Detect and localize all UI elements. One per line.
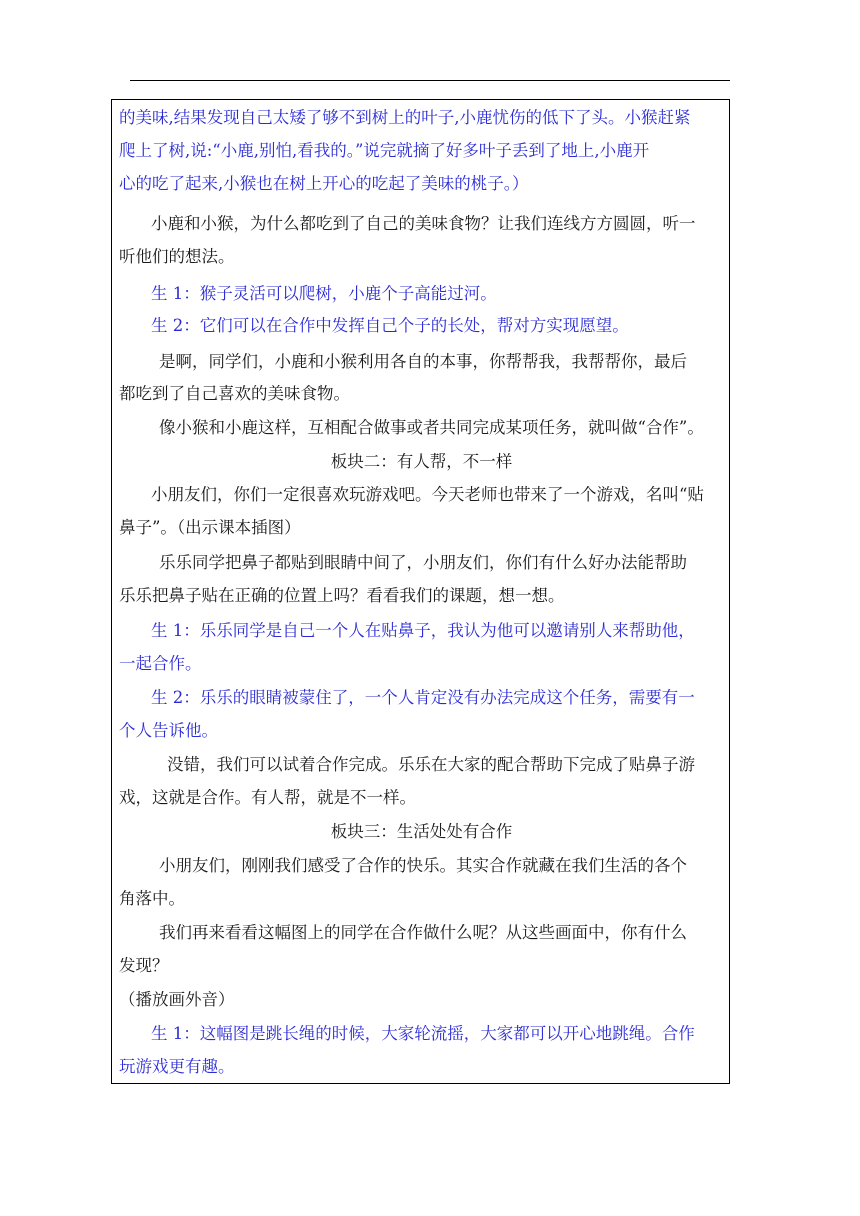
text-line: 像小猴和小鹿这样，互相配合做事或者共同完成某项任务，就叫做“合作”。	[159, 418, 704, 437]
text-line: 听他们的想法。	[119, 247, 235, 266]
text-line: 乐乐同学把鼻子都贴到眼睛中间了，小朋友们，你们有什么好办法能帮助	[159, 553, 687, 572]
text-line: 我们再来看看这幅图上的同学在合作做什么呢？从这些画面中，你有什么	[159, 923, 687, 942]
text-line: （播放画外音）	[119, 990, 235, 1009]
text-line: 乐乐把鼻子贴在正确的位置上吗？看看我们的课题，想一想。	[119, 586, 565, 605]
text-line: 小朋友们，刚刚我们感受了合作的快乐。其实合作就藏在我们生活的各个	[159, 856, 687, 875]
text-line: 的美味,结果发现自己太矮了够不到树上的叶子,小鹿忧伤的低下了头。小猴赶紧	[119, 108, 691, 127]
text-line: 戏，这就是合作。有人帮，就是不一样。	[119, 788, 416, 807]
text-line: 都吃到了自己喜欢的美味食物。	[119, 384, 350, 403]
text-line: 小朋友们，你们一定很喜欢玩游戏吧。今天老师也带来了一个游戏，名叫“贴	[151, 485, 704, 504]
text-line: 爬上了树,说:“小鹿,别怕,看我的。”说完就摘了好多叶子丢到了地上,小鹿开	[119, 141, 650, 160]
section-heading: 板块三：生活处处有合作	[330, 822, 513, 841]
header-rule	[130, 80, 730, 81]
text-line: 是啊，同学们，小鹿和小猴利用各自的本事，你帮帮我，我帮帮你，最后	[159, 352, 687, 371]
text-line: 心的吃了起来,小猴也在树上开心的吃起了美味的桃子。）	[119, 174, 529, 193]
text-line: 没错，我们可以试着合作完成。乐乐在大家的配合帮助下完成了贴鼻子游	[167, 755, 695, 774]
student-answer: 一起合作。	[119, 654, 202, 673]
student-answer: 生 2：乐乐的眼睛被蒙住了，一个人肯定没有办法完成这个任务，需要有一	[151, 688, 695, 707]
student-answer: 生 1：猴子灵活可以爬树，小鹿个子高能过河。	[151, 284, 497, 303]
student-answer: 生 1：乐乐同学是自己一个人在贴鼻子，我认为他可以邀请别人来帮助他，	[151, 621, 695, 640]
student-answer: 个人告诉他。	[119, 721, 218, 740]
section-heading: 板块二：有人帮，不一样	[330, 452, 513, 471]
text-line: 角落中。	[119, 889, 185, 908]
student-answer: 玩游戏更有趣。	[119, 1057, 235, 1076]
text-line: 小鹿和小猴，为什么都吃到了自己的美味食物？让我们连线方方圆圆，听一	[151, 214, 696, 233]
student-answer: 生 2：它们可以在合作中发挥自己个子的长处，帮对方实现愿望。	[151, 316, 629, 335]
student-answer: 生 1：这幅图是跳长绳的时候，大家轮流摇，大家都可以开心地跳绳。合作	[151, 1024, 695, 1043]
text-line: 发现？	[119, 956, 169, 975]
text-line: 鼻子”。（出示课本插图）	[119, 518, 301, 537]
